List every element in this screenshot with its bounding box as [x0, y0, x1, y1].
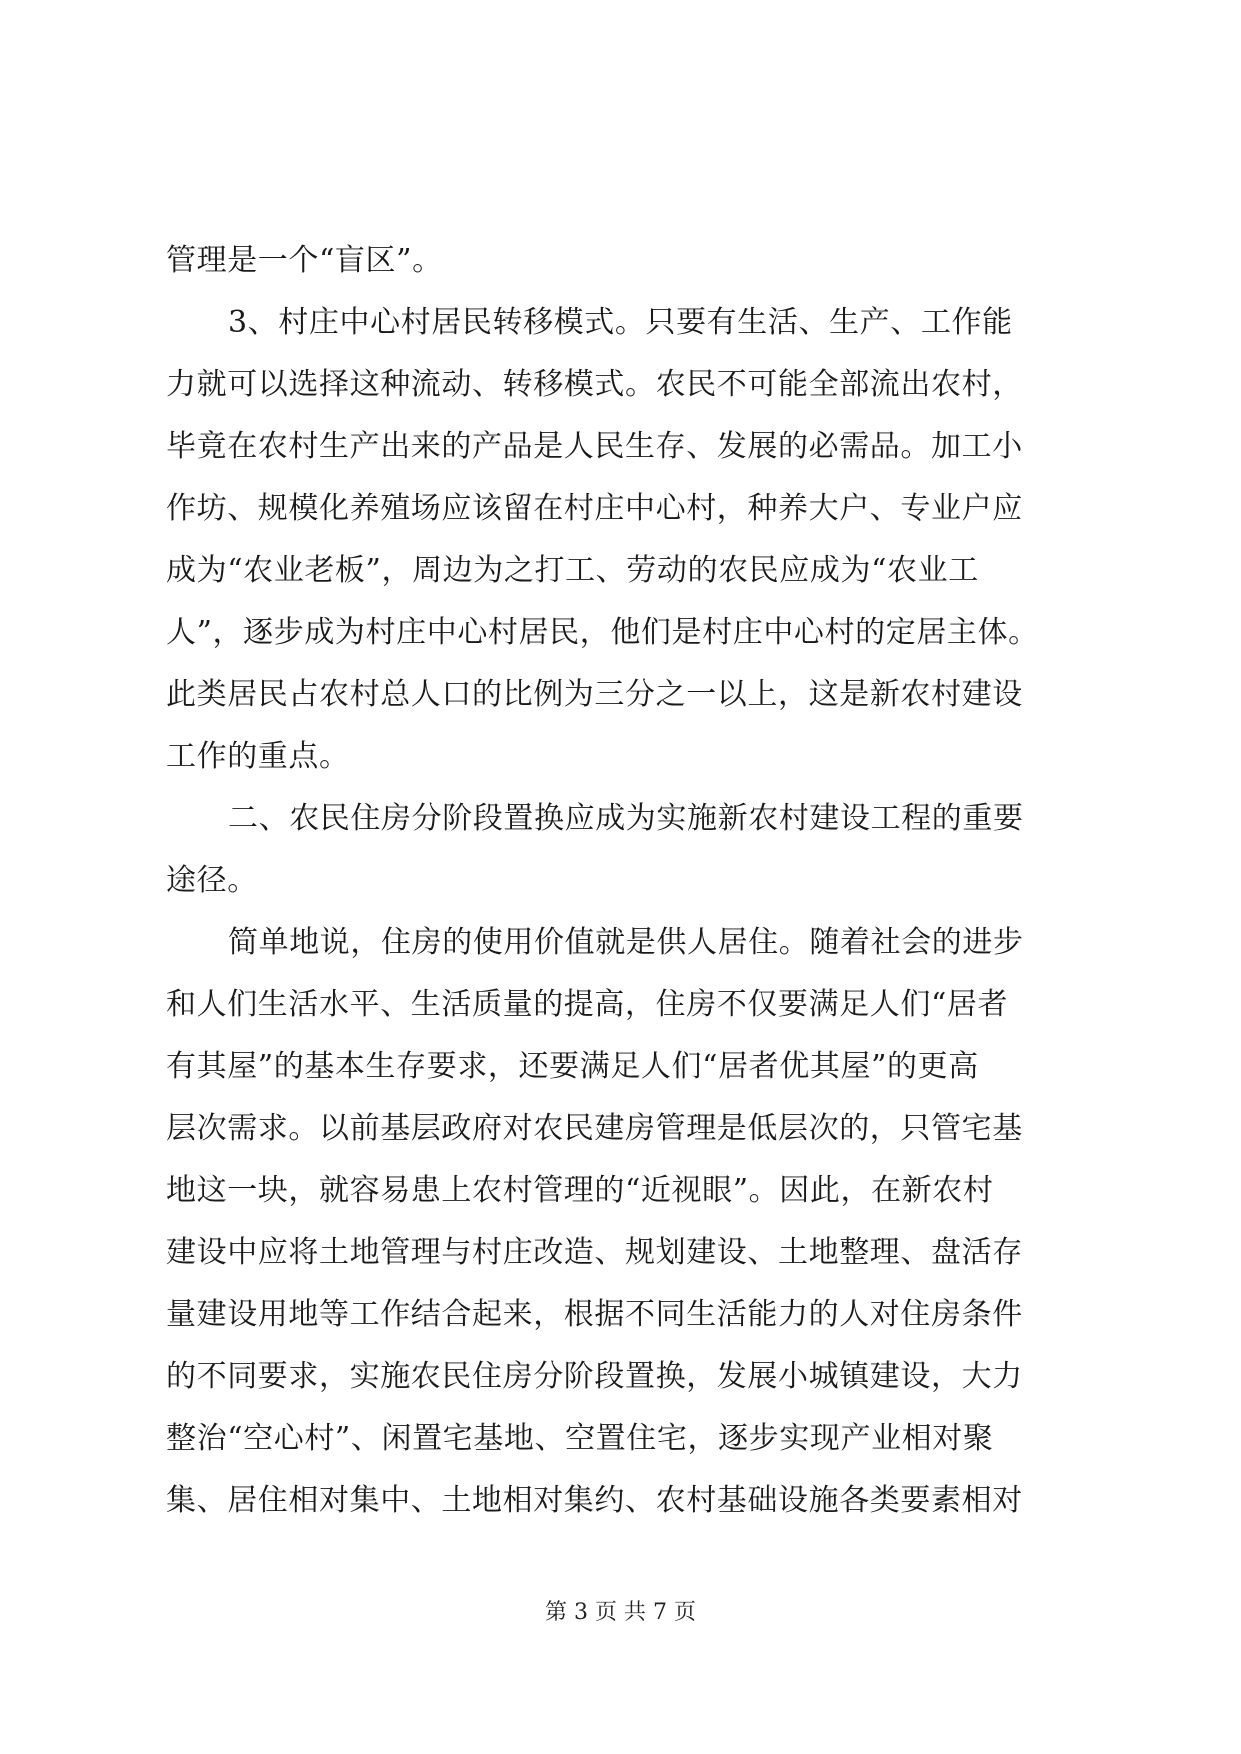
page-number-footer: 第 3 页 共 7 页: [545, 1600, 696, 1625]
text-line: 和人们生活水平、生活质量的提高，住房不仅要满足人们“居者: [166, 987, 1009, 1022]
text-line: 途径。: [166, 863, 258, 898]
body-text: [166, 230, 1078, 1532]
text-line: 毕竟在农村生产出来的产品是人民生存、发展的必需品。加工小: [166, 429, 1023, 464]
text-line: 此类居民占农村总人口的比例为三分之一以上，这是新农村建设: [166, 677, 1023, 712]
text-line: 的不同要求，实施农民住房分阶段置换，发展小城镇建设，大力: [166, 1359, 1023, 1394]
text-line: 建设中应将土地管理与村庄改造、规划建设、土地整理、盘活存: [166, 1235, 1023, 1270]
text-line: 工作的重点。: [166, 739, 350, 774]
text-line: 整治“空心村”、闲置宅基地、空置住宅，逐步实现产业相对聚: [166, 1421, 994, 1456]
text-line: 人”，逐步成为村庄中心村居民，他们是村庄中心村的定居主体。: [166, 615, 1039, 650]
text-line: 有其屋”的基本生存要求，还要满足人们“居者优其屋”的更高: [166, 1049, 979, 1084]
text-line: 集、居住相对集中、土地相对集约、农村基础设施各类要素相对: [166, 1483, 1023, 1518]
section-heading-2: 二、农民住房分阶段置换应成为实施新农村建设工程的重要: [228, 801, 1024, 836]
text-line: 管理是一个“盲区”。: [166, 243, 443, 278]
paragraph-start: 简单地说，住房的使用价值就是供人居住。随着社会的进步: [228, 925, 1024, 960]
text-line: 作坊、规模化养殖场应该留在村庄中心村，种养大户、专业户应: [166, 491, 1023, 526]
text-line: 层次需求。以前基层政府对农民建房管理是低层次的，只管宅基: [166, 1111, 1023, 1146]
text-line: 地这一块，就容易患上农村管理的“近视眼”。因此，在新农村: [166, 1173, 994, 1208]
paragraph-heading-3: 3、村庄中心村居民转移模式。只要有生活、生产、工作能: [228, 305, 1013, 340]
text-line: 力就可以选择这种流动、转移模式。农民不可能全部流出农村，: [166, 367, 1023, 402]
text-line: 量建设用地等工作结合起来，根据不同生活能力的人对住房条件: [166, 1297, 1023, 1332]
text-line: 成为“农业老板”，周边为之打工、劳动的农民应成为“农业工: [166, 553, 979, 588]
